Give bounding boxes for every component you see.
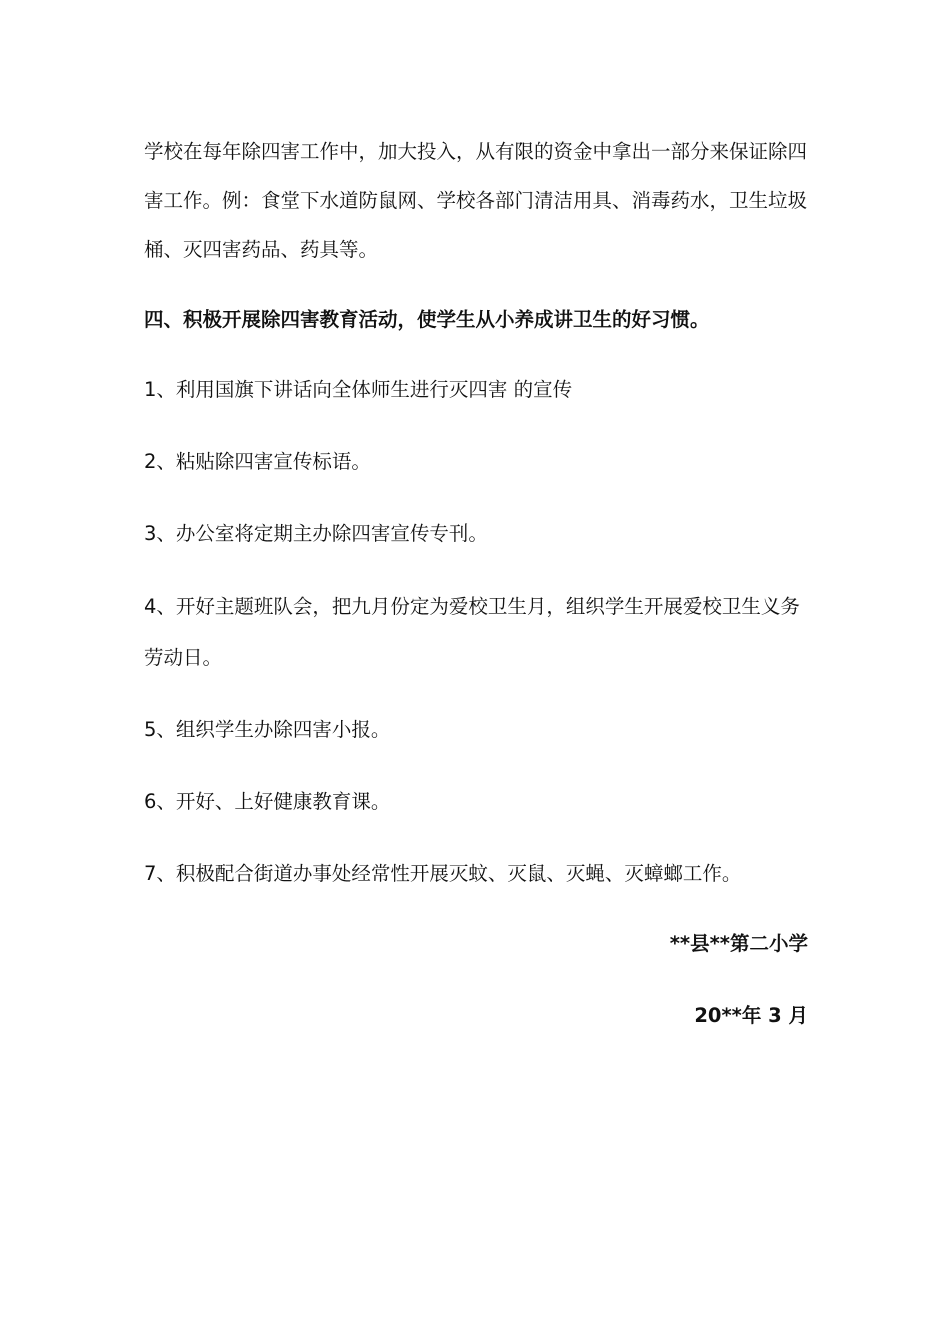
list-item: 7、积极配合街道办事处经常性开展灭蚊、灭鼠、灭蝇、灭蟑螂工作。	[144, 862, 742, 885]
document-body	[144, 127, 808, 1028]
list-item: 5、组织学生办除四害小报。	[144, 718, 391, 741]
list-item: 3、办公室将定期主办除四害宣传专刊。	[144, 522, 488, 545]
signature-date: 20**年 3 月	[694, 1004, 808, 1027]
intro-paragraph: 学校在每年除四害工作中，加大投入，从有限的资金中拿出一部分来保证除四害工作。例：食堂下水道防鼠网、学校各部门清洁用具、消毒药水，卫生垃圾桶、灭四害药品、药具等。	[144, 140, 808, 261]
signature-organization: **县**第二小学	[669, 932, 808, 955]
list-item: 2、粘贴除四害宣传标语。	[144, 450, 371, 473]
section-heading: 四、积极开展除四害教育活动，使学生从小养成讲卫生的好习惯。	[144, 308, 710, 331]
list-item: 1、利用国旗下讲话向全体师生进行灭四害 的宣传	[144, 378, 573, 401]
list-item: 6、开好、上好健康教育课。	[144, 790, 391, 813]
list-item: 4、开好主题班队会，把九月份定为爱校卫生月，组织学生开展爱校卫生义务劳动日。	[144, 595, 800, 669]
